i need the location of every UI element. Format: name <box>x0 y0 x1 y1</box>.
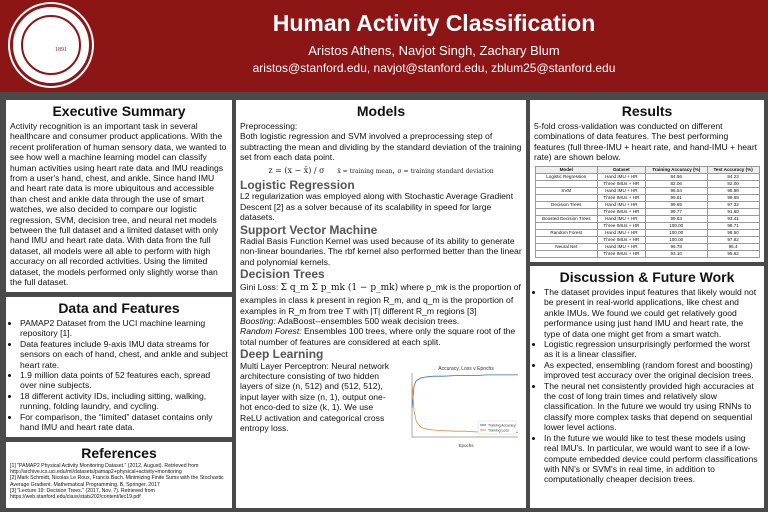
executive-summary-heading: Executive Summary <box>52 103 186 119</box>
table-cell: SVM <box>535 187 598 194</box>
results-heading: Results <box>621 103 673 119</box>
poster-header <box>0 0 768 92</box>
table-cell: Boosted Decision Trees <box>535 215 598 222</box>
table-cell: Random Forest <box>535 229 598 236</box>
column-header: Training Accuracy (%) <box>645 166 707 173</box>
table-cell: Hand IMU + HR <box>598 187 646 194</box>
discussion-heading: Discussion & Future Work <box>559 269 735 285</box>
seal-inner-ring <box>21 15 81 75</box>
boosting-label: Boosting: <box>240 315 276 326</box>
column-header: Model <box>535 166 598 173</box>
table-cell: Three IMUs + HR <box>598 250 646 257</box>
table-cell <box>535 250 598 257</box>
table-cell: Three IMUs + HR <box>598 236 646 243</box>
table-cell: 96.78 <box>645 243 707 250</box>
list-item: • For comparison, the “limited” dataset contains only hand IMU and heart rate data. <box>20 412 228 433</box>
table-cell: Neural Net <box>535 243 598 250</box>
list-item: • PAMAP2 Dataset from the UCI machine learning repository [1]. <box>20 318 228 339</box>
table-cell: 99.63 <box>645 215 707 222</box>
table-row <box>535 215 759 222</box>
standardization-formula: z = (x − x̄) / σ x̄ = training mean, σ = training standard deviation <box>268 165 494 175</box>
logreg-text: L2 regularization was employed along with Stochastic Average Gradient Descent [2] as a solver because of its scalability in speed for large datasets. <box>240 191 514 223</box>
table-cell: Hand IMU + HR <box>598 215 646 222</box>
table-cell: 99.69 <box>707 194 759 201</box>
table-cell: Hand IMU + HR <box>598 243 646 250</box>
gini-explanation: examples in class k present in region R_m, and q_m is the proportion of examples in R_m from tree T with |T| different R_m regions [3] <box>240 295 514 316</box>
table-row <box>535 187 759 194</box>
svm-heading: Support Vector Machine <box>240 222 378 237</box>
reference-item: [2] Mark Schmidt, Nicolas Le Roux, Francis Bach. Minimizing Finite Sums with the Stochastic Average Gradient. Mathematical Programming, B, Springer, 2017 <box>10 475 224 488</box>
legend-label-accuracy: Training Accuracy <box>488 423 516 428</box>
table-cell: 93.41 <box>707 215 759 222</box>
chart-title: Accuracy, Loss v Epochs <box>438 365 494 372</box>
table-cell: 97.32 <box>707 201 759 208</box>
table-row <box>535 222 759 229</box>
data-features-panel <box>6 297 232 437</box>
table-cell: Logistic Regression <box>535 173 598 180</box>
list-item: • Logistic regression unsurprisingly performed the worst as it is a linear classifier. <box>544 339 760 360</box>
results-text: 5-fold cross-validation was conducted on different combinations of data features. The best performing features (full three-IMU + heart rate, and hand-IMU + heart rate) are shown below. <box>534 121 758 163</box>
table-cell: 91.60 <box>707 208 759 215</box>
table-cell: 84.23 <box>707 173 759 180</box>
table-cell: 95.90 <box>707 187 759 194</box>
executive-summary-panel <box>6 100 232 292</box>
table-cell: 99.77 <box>645 208 707 215</box>
preprocessing-label: Preprocessing: <box>240 121 298 131</box>
discussion-panel <box>530 266 764 508</box>
table-row <box>535 180 759 187</box>
table-row <box>535 194 759 201</box>
gini-label: Gini Loss: <box>240 281 279 292</box>
chart-legend <box>478 421 516 434</box>
table-row <box>535 243 759 250</box>
table-cell: 99.65 <box>645 201 707 208</box>
preprocessing-text: Both logistic regression and SVM involved a preprocessing step of subtracting the mean and dividing by the standard deviation of the training set from each data point. <box>240 131 522 163</box>
table-row <box>535 250 759 257</box>
results-table <box>535 166 760 258</box>
table-cell <box>535 194 598 201</box>
list-item: • Data features include 9-axis IMU data streams for sensors on each of hand, chest, and ankle and subject heart rate. <box>20 339 228 370</box>
results-table-body <box>535 173 759 257</box>
table-cell: 100.00 <box>645 229 707 236</box>
poster-title: Human Activity Classification <box>272 10 596 36</box>
table-cell: 100.00 <box>645 222 707 229</box>
table-cell: 96.4 <box>707 243 759 250</box>
svm-text: Radial Basis Function Kernel was used because of its ability to generate non-linear boundaries. The rbf kernel also performed better than the linear and polynomial kernels. <box>240 236 522 267</box>
table-row <box>535 229 759 236</box>
poster-emails: aristos@stanford.edu, navjot@stanford.edu, zblum25@stanford.edu <box>252 61 616 75</box>
table-cell: 98.71 <box>707 222 759 229</box>
table-cell: 98.50 <box>707 229 759 236</box>
seal-year: 1891 <box>55 47 67 53</box>
table-header-row <box>535 166 759 173</box>
table-cell <box>535 180 598 187</box>
list-item: • 1.9 million data points of 52 features each, spread over nine subjects. <box>20 370 228 391</box>
formula-note-std: σ = training standard deviation <box>397 167 494 175</box>
table-row <box>535 236 759 243</box>
list-item: • In the future we would like to test these models using real IMU's. In particular, we would want to see if a low-compute embedded device could perform classifications with NN's or SVM's in real time, in addition to computationally cheaper decision trees. <box>544 433 760 485</box>
column-header: Dataset <box>598 166 646 173</box>
decision-trees-heading: Decision Trees <box>240 267 325 282</box>
table-cell: 93.10 <box>645 250 707 257</box>
table-cell: 100.00 <box>645 236 707 243</box>
table-cell: Three IMUs + HR <box>598 222 646 229</box>
table-cell: Hand IMU + HR <box>598 201 646 208</box>
list-item: • As expected, ensembling (random forest and boosting) improved test accuracy over the original decision trees. <box>544 360 760 381</box>
reference-item: [3] "Lecture 19: Decision Trees." (2017, Nov. 7). Retrieved from https://web.stanford.edu/class/stats202/content/lec19.pdf <box>10 487 155 501</box>
boosting-text: AdaBoost--ensembles 500 weak decision trees. <box>277 315 460 326</box>
table-cell: 84.56 <box>645 173 707 180</box>
deep-learning-heading: Deep Learning <box>240 347 324 362</box>
table-row <box>535 201 759 208</box>
list-item: • The neural net consistently provided high accuracies at the cost of long train times and relatively slow classification. In the future we would try using RNNs to classify more complex tasks that depend on sequential lower level actions. <box>544 381 760 433</box>
data-features-heading: Data and Features <box>58 300 180 316</box>
deep-learning-text: Multi Layer Perceptron: Neural network architecture consisting of two hidden layers of size (n, 512) and (512, 512), input layer with size (n, 1), output one-hot enco-ded to size (k, 1). We use ReLU activation and categorical cross entropy loss. <box>240 360 390 433</box>
results-panel <box>530 100 764 262</box>
table-cell: 96.54 <box>645 187 707 194</box>
random-forest-text: Ensembles 100 trees, where only the square root of the total number of features are considered at each split. <box>240 326 516 347</box>
table-cell: Decision Trees <box>535 201 598 208</box>
list-item: • The dataset provides input features that likely would not be present in real-world applications, like chest and ankle IMUs. We found we could get relatively good performance using just hand IMU and heart rate, the type of data one might get from a smart watch. <box>544 287 760 339</box>
table-cell <box>535 208 598 215</box>
list-item: • 18 different activity IDs, including sitting, walking, running, folding laundry, and cycling. <box>20 391 228 412</box>
table-cell <box>535 236 598 243</box>
table-cell: Hand IMU + HR <box>598 173 646 180</box>
stanford-seal-logo <box>10 4 92 86</box>
table-row <box>535 208 759 215</box>
logreg-heading: Logistic Regression <box>240 178 355 193</box>
table-cell: 82.06 <box>645 180 707 187</box>
data-features-list <box>10 318 228 432</box>
legend-label-loss: Training Loss <box>488 428 509 433</box>
formula-expression: z = (x − x̄) / σ <box>268 165 325 175</box>
table-cell: 99.81 <box>645 194 707 201</box>
table-row <box>535 173 759 180</box>
table-cell: 82.00 <box>707 180 759 187</box>
executive-summary-text: Activity recognition is an important task in several healthcare and consumer product applications. With the recent proliferation of human sensory data, we wanted to see how well a machine learning model can classify human activities using heart rate data and IMU readings from a user's hand, chest, and ankle. Since hand IMU and heart rate data is more ubiquitous and accessible than chest and ankle data through the use of smart watches, we also decided to compare our logistic regression, SVM, decision tree, and neural net models between the full dataset and a limited dataset with only hand IMU and heart rate data. With data from the full dataset, all models were all able to perform with high accuracy on all recorded activities. Using the limited dataset, the models performed only slightly worse than the full dataset. <box>10 121 227 288</box>
accuracy-loss-chart <box>400 363 522 449</box>
random-forest-label: Random Forest: <box>240 326 302 337</box>
table-cell: Three IMUs + HR <box>598 194 646 201</box>
x-axis-label: Epochs <box>458 442 474 448</box>
poster-authors: Aristos Athens, Navjot Singh, Zachary Blum <box>308 43 560 58</box>
references-heading: References <box>81 445 157 461</box>
table-cell: 95.62 <box>707 250 759 257</box>
column-header: Test Accuracy (%) <box>707 166 759 173</box>
table-cell: 97.82 <box>707 236 759 243</box>
gini-formula: Σ q_m Σ p_mk (1 − p_mk) <box>280 282 399 293</box>
table-cell: Three IMUs + HR <box>598 208 646 215</box>
table-cell: Hand IMU + HR <box>598 229 646 236</box>
formula-note-mean: x̄ = training mean <box>337 167 393 175</box>
references-panel <box>6 442 232 508</box>
gini-text: where p_mk is the proportion of <box>400 281 521 292</box>
models-heading: Models <box>356 103 406 119</box>
table-cell: Three IMUs + HR <box>598 180 646 187</box>
models-panel <box>236 100 526 508</box>
reference-item: [1] "PAMAP2 Physical Activity Monitoring Dataset." (2012, August). Retrieved from http://archive.ics.uci.edu/ml/datasets/pamap2+physical+activity+monitoring <box>10 463 199 476</box>
discussion-list <box>534 287 760 485</box>
table-cell <box>535 222 598 229</box>
